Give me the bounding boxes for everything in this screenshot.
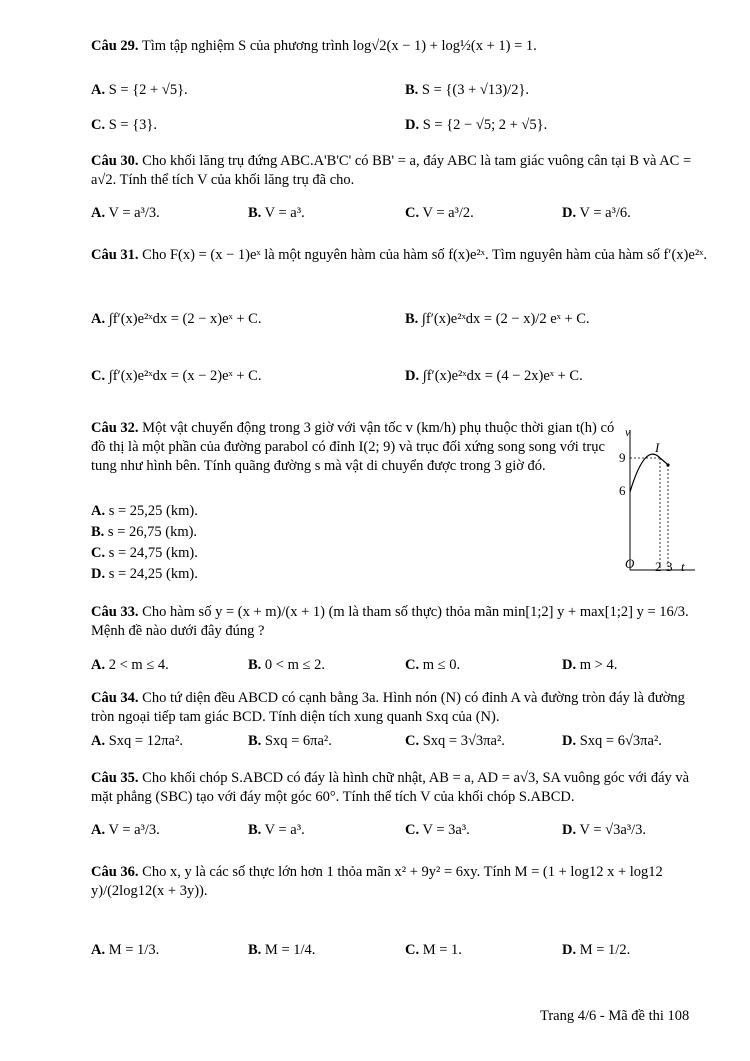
option-text: V = a³. (264, 822, 305, 838)
option-key: D. (562, 822, 577, 838)
option-d (562, 940, 630, 960)
option-key: A. (91, 733, 106, 749)
option-key: A. (91, 503, 106, 519)
option-a (91, 80, 188, 100)
question-32 (91, 419, 621, 476)
question-label: Câu 29. (91, 38, 139, 54)
option-b (91, 522, 197, 542)
option-c (405, 203, 474, 223)
option-a (91, 203, 160, 223)
question-31 (91, 246, 711, 265)
option-a (91, 309, 261, 329)
question-30 (91, 152, 711, 190)
question-label: Câu 36. (91, 864, 139, 880)
option-text: S = {2 + √5}. (108, 82, 188, 98)
option-b (248, 731, 332, 751)
option-text: V = a³/3. (108, 205, 160, 221)
option-a (91, 731, 183, 751)
option-d (562, 820, 646, 840)
option-key: B. (248, 822, 262, 838)
option-key: D. (562, 205, 577, 221)
option-key: C. (405, 205, 420, 221)
option-d (405, 366, 583, 386)
question-text: Tìm tập nghiệm S của phương trình log√2(x − 1) + log½(x + 1) = 1. (141, 38, 537, 54)
option-text: V = a³. (264, 205, 305, 221)
question-text: Cho tứ diện đều ABCD có cạnh bằng 3a. Hình nón (N) có đỉnh A và đường tròn đáy là đường tròn ngoại tiếp tam giác BCD. Tính diện tích xung quanh Sxq của (N). (91, 690, 685, 725)
y-tick-9: 9 (619, 450, 626, 465)
option-text: 2 < m ≤ 4. (108, 657, 169, 673)
option-d (562, 655, 617, 675)
option-b (405, 80, 529, 100)
option-text: ∫f′(x)e²ˣdx = (2 − x)/2 eˣ + C. (421, 311, 590, 327)
option-key: C. (91, 545, 106, 561)
question-text: Một vật chuyển động trong 3 giờ với vận tốc v (km/h) phụ thuộc thời gian t(h) có đồ thị là một phần của đường parabol có đỉnh I(2; 9) và trục đối xứng song song với trục tung như hình bên. Tính quãng đường s mà vật di chuyển được trong 3 giờ đó. (91, 420, 615, 474)
option-c (405, 820, 470, 840)
option-text: m ≤ 0. (422, 657, 461, 673)
option-text: S = {(3 + √13)/2}. (421, 82, 530, 98)
question-label: Câu 30. (91, 153, 139, 169)
option-key: D. (405, 117, 420, 133)
option-text: Sxq = 12πa². (108, 733, 183, 749)
option-text: s = 24,75 (km). (108, 545, 198, 561)
option-b (248, 655, 325, 675)
question-label: Câu 32. (91, 420, 139, 436)
question-text: Cho khối lăng trụ đứng ABC.A'B'C' có BB' = a, đáy ABC là tam giác vuông cân tại B và AC = a√2. Tính thể tích V của khối lăng trụ đã cho. (91, 153, 692, 188)
option-key: C. (405, 657, 420, 673)
velocity-parabola-graph (615, 420, 705, 580)
option-text: S = {3}. (108, 117, 158, 133)
option-text: V = a³/2. (422, 205, 474, 221)
option-text: S = {2 − √5; 2 + √5}. (422, 117, 548, 133)
option-text: s = 26,75 (km). (107, 524, 198, 540)
option-c (91, 366, 261, 386)
option-text: V = 3a³. (422, 822, 470, 838)
question-text: Cho F(x) = (x − 1)eˣ là một nguyên hàm của hàm số f(x)e²ˣ. Tìm nguyên hàm của hàm số f′(x)e²ˣ. (142, 247, 707, 263)
question-29 (91, 37, 711, 56)
y-tick-6: 6 (619, 483, 626, 498)
option-text: Sxq = 3√3πa². (422, 733, 505, 749)
option-key: D. (562, 942, 577, 958)
question-label: Câu 35. (91, 770, 139, 786)
option-text: ∫f′(x)e²ˣdx = (4 − 2x)eˣ + C. (422, 368, 583, 384)
option-d (405, 115, 547, 135)
option-text: s = 25,25 (km). (108, 503, 198, 519)
option-key: B. (248, 733, 262, 749)
option-key: B. (248, 942, 262, 958)
option-b (248, 203, 305, 223)
option-key: C. (91, 117, 106, 133)
option-b (405, 309, 590, 329)
option-a (91, 501, 198, 521)
option-key: B. (405, 82, 419, 98)
option-text: M = 1. (422, 942, 462, 958)
option-key: D. (91, 566, 106, 582)
option-text: V = a³/6. (579, 205, 631, 221)
option-key: A. (91, 942, 106, 958)
option-text: ∫f′(x)e²ˣdx = (x − 2)eˣ + C. (108, 368, 262, 384)
option-text: 0 < m ≤ 2. (264, 657, 325, 673)
option-key: C. (405, 822, 420, 838)
v-axis-label: v (625, 425, 631, 439)
question-text: Cho x, y là các số thực lớn hơn 1 thỏa mãn x² + 9y² = 6xy. Tính M = (1 + log12 x + log12 y)/(2log12(x + 3y)). (91, 864, 663, 899)
question-label: Câu 31. (91, 247, 139, 263)
option-key: A. (91, 82, 106, 98)
option-key: D. (562, 657, 577, 673)
t-axis-label: t (681, 559, 685, 574)
option-key: C. (91, 368, 106, 384)
option-c (405, 655, 460, 675)
question-35 (91, 769, 711, 807)
option-text: m > 4. (579, 657, 618, 673)
option-d (562, 731, 662, 751)
option-text: Sxq = 6√3πa². (579, 733, 662, 749)
option-key: C. (405, 733, 420, 749)
option-c (91, 543, 198, 563)
option-key: D. (562, 733, 577, 749)
question-label: Câu 34. (91, 690, 139, 706)
option-text: V = √3a³/3. (579, 822, 647, 838)
option-key: A. (91, 822, 106, 838)
option-a (91, 820, 160, 840)
option-text: M = 1/4. (264, 942, 316, 958)
option-c (405, 940, 462, 960)
option-d (562, 203, 631, 223)
option-a (91, 940, 159, 960)
option-d (91, 564, 198, 584)
option-key: B. (248, 657, 262, 673)
option-b (248, 820, 305, 840)
option-text: ∫f′(x)e²ˣdx = (2 − x)eˣ + C. (108, 311, 262, 327)
option-key: A. (91, 205, 106, 221)
page-footer: Trang 4/6 - Mã đề thi 108 (540, 1008, 690, 1024)
option-text: M = 1/2. (579, 942, 631, 958)
option-c (405, 731, 505, 751)
option-a (91, 655, 169, 675)
option-b (248, 940, 315, 960)
question-36 (91, 863, 711, 901)
question-33 (91, 603, 711, 641)
question-label: Câu 33. (91, 604, 139, 620)
option-key: D. (405, 368, 420, 384)
end-point (666, 463, 669, 466)
option-key: B. (91, 524, 105, 540)
option-key: A. (91, 657, 106, 673)
option-text: V = a³/3. (108, 822, 160, 838)
option-text: s = 24,25 (km). (108, 566, 198, 582)
question-text: Cho hàm số y = (x + m)/(x + 1) (m là tham số thực) thỏa mãn min[1;2] y + max[1;2] y = 16/3. Mệnh đề nào dưới đây đúng ? (91, 604, 689, 639)
option-c (91, 115, 157, 135)
option-key: B. (248, 205, 262, 221)
question-text: Cho khối chóp S.ABCD có đáy là hình chữ nhật, AB = a, AD = a√3, SA vuông góc với đáy và mặt phẳng (SBC) tạo với đáy một góc 60°. Tính thể tích V của khối chóp S.ABCD. (91, 770, 690, 805)
option-key: B. (405, 311, 419, 327)
option-text: M = 1/3. (108, 942, 160, 958)
option-text: Sxq = 6πa². (264, 733, 332, 749)
option-key: A. (91, 311, 106, 327)
x-tick-3: 3 (666, 559, 673, 574)
vertex-label: I (655, 440, 660, 455)
option-key: C. (405, 942, 420, 958)
question-34 (91, 689, 711, 727)
origin-label: O (625, 556, 635, 571)
x-tick-2: 2 (655, 559, 662, 574)
parabola-curve (630, 454, 668, 492)
